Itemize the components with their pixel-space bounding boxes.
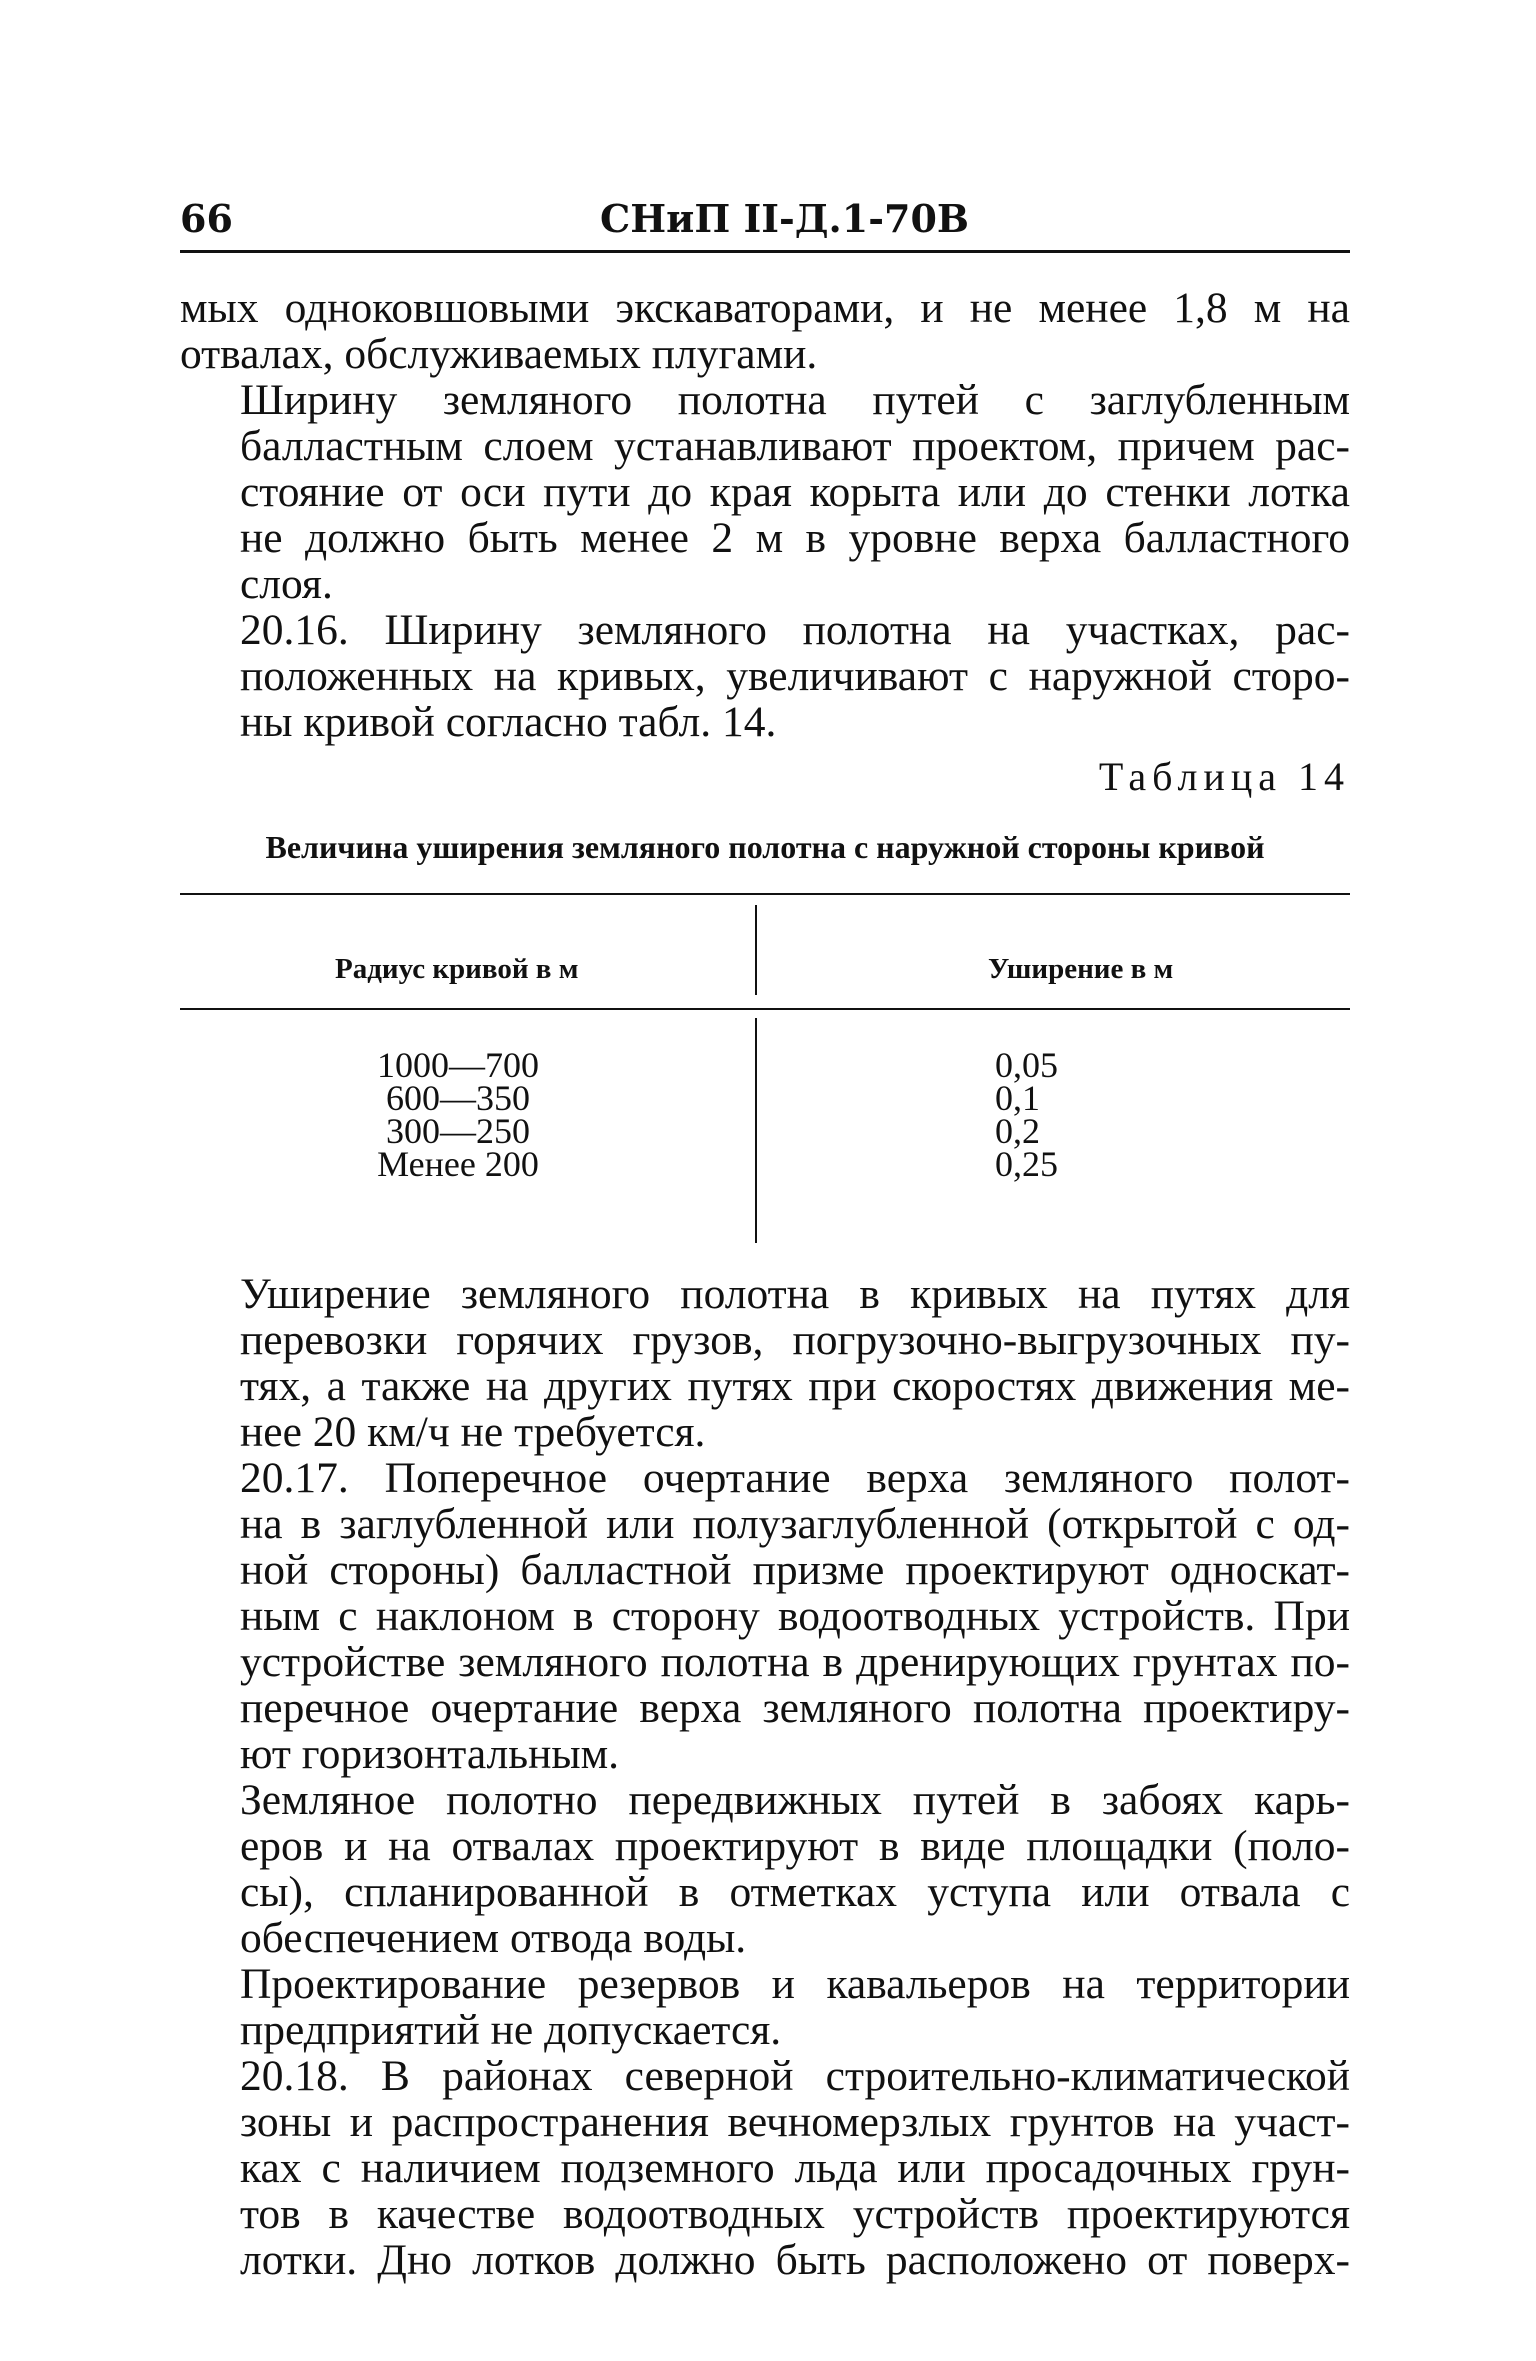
text-line: Уширение земляного полотна в кривых на путях для <box>240 1270 1350 1318</box>
paragraph <box>180 1455 1350 1777</box>
text-line: отвалах, обслуживаемых плугами. <box>180 330 818 378</box>
table-cell: 600—350 <box>386 1078 530 1118</box>
table-cell: Менее 200 <box>377 1144 539 1184</box>
document-code: СНиП II-Д.1-70В <box>600 196 969 241</box>
text-line: устройстве земляного полотна в дренирующих грунтах по- <box>240 1638 1350 1686</box>
table-column-radius <box>180 1045 755 1184</box>
table-column-widening <box>757 1045 1350 1184</box>
text-line: сы), спланированной в отметках уступа или отвала с <box>240 1868 1350 1916</box>
text-line: ют горизонтальным. <box>240 1730 619 1778</box>
table-cell: 1000—700 <box>377 1045 539 1085</box>
text-line: слоя. <box>240 560 333 608</box>
text-line: еров и на отвалах проектируют в виде площадки (поло- <box>240 1822 1350 1870</box>
paragraph <box>180 1777 1350 1961</box>
text-line: мых одноковшовыми экскаваторами, и не менее 1,8 м на <box>180 284 1350 332</box>
text-line: 20.17. Поперечное очертание верха земляного полот- <box>240 1454 1350 1502</box>
table-cell: 0,2 <box>995 1111 1040 1151</box>
paragraph <box>180 607 1350 745</box>
table-caption: Величина уширения земляного полотна с наружной стороны кривой <box>265 829 1265 865</box>
table-top-rule <box>180 893 1350 895</box>
text-line: тов в качестве водоотводных устройств проектируются <box>240 2190 1350 2238</box>
text-line: 20.16. Ширину земляного полотна на участках, рас- <box>240 606 1350 654</box>
table-cell: 0,25 <box>995 1144 1058 1184</box>
table-cell: 300—250 <box>386 1111 530 1151</box>
text-line: на в заглубленной или полузаглубленной (открытой с од- <box>240 1500 1350 1548</box>
text-line: тях, а также на других путях при скоростях движения ме- <box>240 1362 1350 1410</box>
table-header-rule <box>180 1008 1350 1010</box>
text-line: стояние от оси пути до края корыта или до стенки лотка <box>240 468 1350 516</box>
text-line: зоны и распространения вечномерзлых грунтов на участ- <box>240 2098 1350 2146</box>
table-cell: 0,1 <box>995 1078 1040 1118</box>
page-number: 66 <box>180 196 233 241</box>
paragraph <box>180 2053 1350 2283</box>
text-line: ках с наличием подземного льда или просадочных грун- <box>240 2144 1350 2192</box>
table-number: Таблица 14 <box>1098 754 1350 799</box>
text-line: нее 20 км/ч не требуется. <box>240 1408 706 1456</box>
text-line: не должно быть менее 2 м в уровне верха балластного <box>240 514 1350 562</box>
text-line: обеспечением отвода воды. <box>240 1914 747 1962</box>
table-column-divider <box>755 905 757 995</box>
text-line: предприятий не допускается. <box>240 2006 782 2054</box>
text-line: ны кривой согласно табл. 14. <box>240 698 777 746</box>
text-line: балластным слоем устанавливают проектом, причем рас- <box>240 422 1350 470</box>
text-line: положенных на кривых, увеличивают с наружной сторо- <box>240 652 1350 700</box>
document-page <box>180 190 1350 2283</box>
paragraph <box>180 1271 1350 1455</box>
text-line: Земляное полотно передвижных путей в забоях карь- <box>240 1776 1350 1824</box>
text-line: ной стороны) балластной призме проектируют односкат- <box>240 1546 1350 1594</box>
data-table <box>180 893 1350 1253</box>
text-line: перевозки горячих грузов, погрузочно-выгрузочных пу- <box>240 1316 1350 1364</box>
text-line: ным с наклоном в сторону водоотводных устройств. При <box>240 1592 1350 1640</box>
paragraph <box>180 285 1350 377</box>
paragraph <box>180 1961 1350 2053</box>
text-line: Проектирование резервов и кавальеров на территории <box>240 1960 1350 2008</box>
table-header-widening: Уширение в м <box>988 953 1174 985</box>
text-line: 20.18. В районах северной строительно-климатической <box>240 2052 1350 2100</box>
text-line: Ширину земляного полотна путей с заглубленным <box>240 376 1350 424</box>
page-header <box>180 190 1350 253</box>
text-line: перечное очертание верха земляного полотна проектиру- <box>240 1684 1350 1732</box>
table-cell: 0,05 <box>995 1045 1058 1085</box>
paragraph <box>180 377 1350 607</box>
text-line: лотки. Дно лотков должно быть расположено от поверх- <box>240 2236 1350 2284</box>
table-header-radius: Радиус кривой в м <box>335 953 579 985</box>
